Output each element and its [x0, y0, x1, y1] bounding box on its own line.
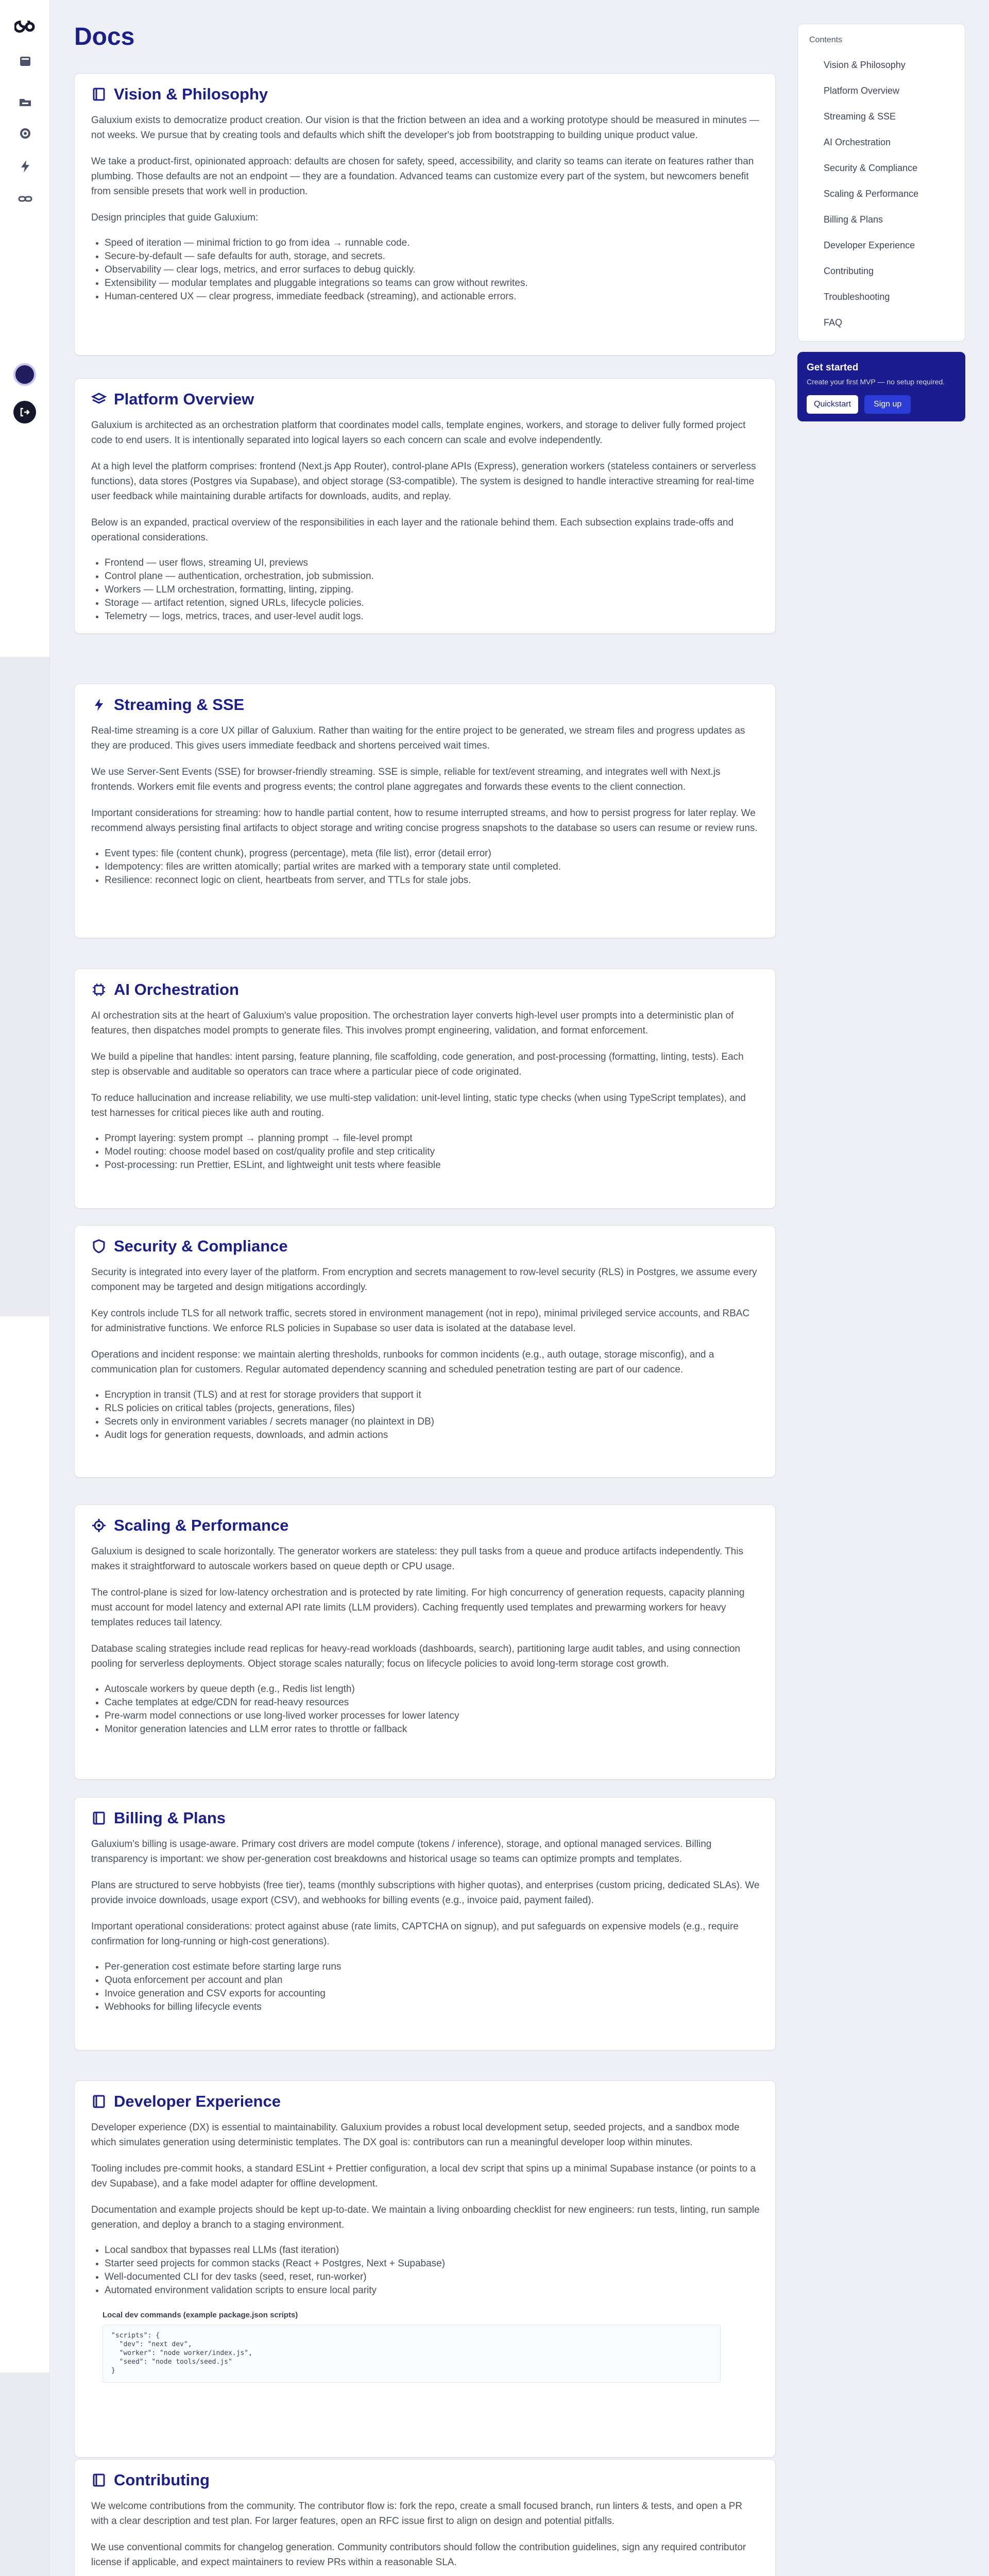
code-block: "scripts": { "dev": "next dev", "worker": "node worker/index.js", "seed": "node tools/seed.js" }: [103, 2325, 721, 2383]
section-contributing: [74, 2459, 776, 2576]
section-platform: [74, 378, 776, 634]
list-item: • Autoscale workers by queue depth (e.g., Redis list length): [105, 1683, 760, 1696]
sign-up-button[interactable]: Sign up: [864, 395, 911, 414]
page-title: Docs: [74, 23, 135, 50]
bullet-list: [91, 1132, 760, 1172]
bullet-list: [91, 2244, 760, 2297]
toc-item-troubleshooting[interactable]: Troubleshooting: [824, 292, 890, 302]
list-item: • Starter seed projects for common stacks (React + Postgres, Next + Supabase): [105, 2257, 760, 2270]
list-item: • Audit logs for generation requests, downloads, and admin actions: [105, 1429, 760, 1442]
book-icon: [91, 1810, 107, 1826]
toc-item-billing[interactable]: Billing & Plans: [824, 214, 883, 225]
list-item: • Invoice generation and CSV exports for accounting: [105, 1987, 760, 2001]
paragraph: The control-plane is sized for low-latency orchestration and is protected by rate limiting. For high concurrency of generation requests, capacity planning must account for model latency and external API rate limits (LLM providers). Caching frequently used templates and prewarming workers for heavy templates reduces tail latency.: [91, 1587, 745, 1628]
paragraph: Galuxium is designed to scale horizontally. The generator workers are stateless: they pull tasks from a queue and produce artifacts independently. This makes it straightforward to autoscale workers based on queue depth or CPU usage.: [91, 1546, 743, 1572]
list-item: • Monitor generation latencies and LLM error rates to throttle or fallback: [105, 1723, 760, 1736]
list-item: • Idempotency: files are written atomically; partial writes are marked with a temporary state until completed.: [105, 860, 760, 874]
paragraph: Galuxium exists to democratize product creation. Our vision is that the friction between an idea and a working prototype should be measured in minutes — not weeks. We pursue that by creating tools and defaults which shift the developer's job from bootstrapping to building unique product value.: [91, 115, 759, 141]
rail-band: [0, 2372, 49, 2576]
list-item: • Secure-by-default — safe defaults for auth, storage, and secrets.: [105, 250, 760, 263]
inbox-icon[interactable]: [18, 54, 33, 69]
shield-icon: [91, 1239, 107, 1254]
book-icon: [91, 2472, 107, 2488]
list-item: • Local sandbox that bypasses real LLMs (fast iteration): [105, 2244, 760, 2257]
icon-rail: [0, 0, 50, 2576]
paragraph: We welcome contributions from the community. The contributor flow is: fork the repo, create a small focused branch, run linters & tests, and open a PR with a clear description and test plan. For larger features, open an RFC issue first to align on design and potential pitfalls.: [91, 2501, 743, 2527]
bullet-list: [91, 236, 760, 303]
paragraph: Operations and incident response: we maintain alerting thresholds, runbooks for common incidents (e.g., auth outage, storage misconfig), and a communication plan for customers. Regular automated dependency scanning and scheduled penetration testing are part of our cadence.: [91, 1349, 714, 1375]
section-title: Contributing: [114, 2471, 210, 2489]
section-heading: [91, 390, 760, 409]
book-icon: [91, 2094, 107, 2109]
list-item: • Encryption in transit (TLS) and at rest for storage providers that support it: [105, 1388, 760, 1402]
list-item: • Resilience: reconnect logic on client, heartbeats from server, and TTLs for stale jobs.: [105, 874, 760, 887]
list-item: • Speed of iteration — minimal friction to go from idea → runnable code.: [105, 236, 760, 250]
list-item: • Model routing: choose model based on cost/quality profile and step criticality: [105, 1145, 760, 1159]
list-item: • Cache templates at edge/CDN for read-heavy resources: [105, 1696, 760, 1709]
sign-out-icon[interactable]: [13, 401, 36, 423]
bullet-list: [91, 1960, 760, 2014]
bullet-list: [91, 556, 760, 623]
paragraph: We build a pipeline that handles: intent parsing, feature planning, file scaffolding, code generation, and post-processing (formatting, linting, tests). Each step is observable and auditable so operators can trace where a particular piece of code originated.: [91, 1052, 744, 1077]
section-title: Security & Compliance: [114, 1237, 288, 1255]
paragraph: Database scaling strategies include read replicas for heavy-read workloads (dashboards, search), partitioning large audit tables, and using connection pooling for serverless deployments. Object storage scales naturally; focus on lifecycle policies to avoid long-term storage cost growth.: [91, 1643, 741, 1669]
list-item: • Extensibility — modular templates and pluggable integrations so teams can grow without rewrites.: [105, 277, 760, 290]
section-heading: [91, 1516, 760, 1535]
toc-item-streaming[interactable]: Streaming & SSE: [824, 111, 896, 122]
toc-item-scaling[interactable]: Scaling & Performance: [824, 189, 919, 199]
paragraph: Below is an expanded, practical overview of the responsibilities in each layer and the rationale behind them. Each subsection explains trade-offs and operational considerations.: [91, 517, 734, 543]
list-item: • Pre-warm model connections or use long-lived worker processes for lower latency: [105, 1709, 760, 1723]
paragraph: Important operational considerations: protect against abuse (rate limits, CAPTCHA on signup), and put safeguards on expensive models (e.g., require confirmation for long-running or high-cost generations).: [91, 1921, 739, 1947]
book-icon: [91, 87, 107, 102]
link-icon[interactable]: [18, 191, 33, 207]
list-item: • Frontend — user flows, streaming UI, previews: [105, 556, 760, 570]
toc-item-ai-orchestration[interactable]: AI Orchestration: [824, 137, 891, 147]
rail-band: [0, 657, 49, 1316]
paragraph: Plans are structured to serve hobbyists (free tier), teams (monthly subscriptions with higher quotas), and enterprises (custom pricing, dedicated SLAs). We provide invoice downloads, usage export (CSV), and webhooks for billing events (e.g., invoice paid, payment failed).: [91, 1880, 760, 1906]
list-item: • Quota enforcement per account and plan: [105, 1974, 760, 1987]
section-title: AI Orchestration: [114, 980, 239, 998]
section-title: Billing & Plans: [114, 1809, 226, 1827]
bullet-list: [91, 1683, 760, 1736]
quickstart-button[interactable]: Quickstart: [807, 395, 858, 414]
section-heading: [91, 2471, 760, 2489]
paragraph: AI orchestration sits at the heart of Galuxium's value proposition. The orchestration layer converts high-level user prompts into a deterministic plan of features, then dispatches model prompts to generate files. This involves prompt engineering, validation, and format enforcement.: [91, 1010, 734, 1036]
settings-icon[interactable]: [18, 126, 33, 141]
section-billing: [74, 1797, 776, 2050]
paragraph: Security is integrated into every layer of the platform. From encryption and secrets management to row-level security (RLS) in Postgres, we assume every component may be targeted and design mitigations accordingly.: [91, 1267, 757, 1293]
layers-icon: [91, 392, 107, 407]
bolt-icon: [91, 697, 107, 713]
paragraph: Important considerations for streaming: how to handle partial content, how to resume interrupted streams, and how to persist progress for later replay. We recommend always persisting final artifacts to object storage and writing concise progress snapshots to the database so users can resume or review runs.: [91, 808, 758, 834]
section-title: Developer Experience: [114, 2092, 281, 2110]
section-heading: [91, 1809, 760, 1827]
list-item: • Human-centered UX — clear progress, immediate feedback (streaming), and actionable errors.: [105, 290, 760, 303]
code-label: Local dev commands (example package.json scripts): [103, 2311, 298, 2319]
toc-item-contributing[interactable]: Contributing: [824, 266, 874, 276]
paragraph: Real-time streaming is a core UX pillar of Galuxium. Rather than waiting for the entire project to be generated, we stream files and progress updates as they are produced. This gives users immediate feedback and shortens perceived wait times.: [91, 725, 745, 751]
section-heading: [91, 696, 760, 714]
get-started-card: [797, 352, 965, 421]
gear-icon: [91, 1518, 107, 1533]
list-item: • Automated environment validation scripts to ensure local parity: [105, 2284, 760, 2297]
list-item: • Prompt layering: system prompt → planning prompt → file-level prompt: [105, 1132, 760, 1145]
list-item: • Storage — artifact retention, signed URLs, lifecycle policies.: [105, 597, 760, 610]
paragraph: To reduce hallucination and increase reliability, we use multi-step validation: unit-level linting, static type checks (when using TypeScript templates), and test harnesses for critical pieces like auth and routing.: [91, 1093, 746, 1118]
section-title: Streaming & SSE: [114, 696, 245, 714]
section-heading: [91, 2092, 760, 2111]
paragraph: Galuxium's billing is usage-aware. Primary cost drivers are model compute (tokens / inference), storage, and optional managed services. Billing transparency is important: we show per-generation cost breakdowns and historical usage so teams can optimize prompts and templates.: [91, 1839, 712, 1865]
paragraph: At a high level the platform comprises: frontend (Next.js App Router), control-plane APIs (Express), generation workers (stateless containers or serverless functions), data stores (Postgres via Supabase), and object storage (S3-compatible). The system is designed to handle interactive streaming for real-time user feedback while maintaining durable artifacts for downloads, audits, and replay.: [91, 461, 756, 502]
list-item: • Secrets only in environment variables / secrets manager (no plaintext in DB): [105, 1415, 760, 1429]
table-of-contents: [797, 24, 965, 342]
bullet-list: [91, 1388, 760, 1442]
folder-icon[interactable]: [18, 94, 33, 110]
avatar[interactable]: [13, 363, 36, 386]
section-vision: [74, 73, 776, 355]
toc-item-faq[interactable]: FAQ: [824, 317, 843, 328]
section-title: Scaling & Performance: [114, 1516, 289, 1534]
section-ai-orchestration: [74, 969, 776, 1209]
toc-item-platform[interactable]: Platform Overview: [824, 86, 900, 96]
paragraph: Developer experience (DX) is essential to maintainability. Galuxium provides a robust local development setup, seeded projects, and a sandbox mode which simulates generation using deterministic templates. The DX goal is: contributors can run a meaningful developer loop within minutes.: [91, 2122, 740, 2148]
get-started-subtitle: Create your first MVP — no setup required.: [807, 378, 945, 386]
paragraph: We use Server-Sent Events (SSE) for browser-friendly streaming. SSE is simple, reliable for text/event streaming, and integrates well with Next.js frontends. Workers emit file events and progress events; the control plane aggregates and forwards these events to the client connection.: [91, 767, 721, 792]
paragraph: Design principles that guide Galuxium:: [91, 212, 259, 223]
toc-title: Contents: [809, 36, 843, 44]
section-scaling: [74, 1504, 776, 1780]
get-started-title: Get started: [807, 362, 859, 373]
bolt-icon[interactable]: [18, 159, 33, 174]
paragraph: Tooling includes pre-commit hooks, a standard ESLint + Prettier configuration, a local dev script that spins up a minimal Supabase instance (or points to a dev Supabase), and a fake model adapter for offline development.: [91, 2163, 756, 2189]
toc-item-security[interactable]: Security & Compliance: [824, 163, 918, 173]
list-item: • Well-documented CLI for dev tasks (seed, reset, run-worker): [105, 2270, 760, 2284]
paragraph: We take a product-first, opinionated approach: defaults are chosen for safety, speed, accessibility, and clarity so teams can iterate on features rather than plumbing. Those defaults are not an endpoint — they are a foundation. Advanced teams can customize every part of the system, but newcomers benefit from sensible presets that work well in production.: [91, 156, 754, 197]
list-item: • Post-processing: run Prettier, ESLint, and lightweight unit tests where feasible: [105, 1159, 760, 1172]
toc-item-vision[interactable]: Vision & Philosophy: [824, 60, 906, 70]
section-heading: [91, 980, 760, 999]
list-item: • Workers — LLM orchestration, formatting, linting, zipping.: [105, 583, 760, 597]
list-item: • RLS policies on critical tables (projects, generations, files): [105, 1402, 760, 1415]
list-item: • Event types: file (content chunk), progress (percentage), meta (file list), error (detail error): [105, 847, 760, 860]
section-heading: [91, 1237, 760, 1256]
section-title: Platform Overview: [114, 390, 254, 408]
paragraph: Galuxium is architected as an orchestration platform that coordinates model calls, template engines, workers, and storage to deliver fully formed project code to end users. It is intentionally separated into logical layers so each concern can scale and evolve independently.: [91, 420, 746, 446]
bullet-list: [91, 847, 760, 887]
logo-icon[interactable]: [14, 21, 35, 36]
list-item: • Webhooks for billing lifecycle events: [105, 2001, 760, 2014]
paragraph: Key controls include TLS for all network traffic, secrets stored in environment management (not in repo), minimal privileged service accounts, and RBAC for administrative functions. We enforce RLS policies in Supabase so user data is isolated at the database level.: [91, 1308, 750, 1334]
section-developer-experience: [74, 2080, 776, 2458]
section-title: Vision & Philosophy: [114, 85, 268, 103]
toc-item-developer-experience[interactable]: Developer Experience: [824, 240, 915, 250]
list-item: • Per-generation cost estimate before starting large runs: [105, 1960, 760, 1974]
paragraph: Documentation and example projects should be kept up-to-date. We maintain a living onboarding checklist for new engineers: run tests, linting, run sample generation, and deploy a branch to a staging environment.: [91, 2205, 760, 2230]
cpu-icon: [91, 982, 107, 997]
list-item: • Control plane — authentication, orchestration, job submission.: [105, 570, 760, 583]
paragraph: We use conventional commits for changelog generation. Community contributors should follow the contribution guidelines, sign any required contributor license if applicable, and expect maintainers to review PRs within a reasonable SLA.: [91, 2542, 746, 2568]
section-security: [74, 1225, 776, 1478]
list-item: • Telemetry — logs, metrics, traces, and user-level audit logs.: [105, 610, 760, 623]
section-streaming: [74, 684, 776, 938]
list-item: • Observability — clear logs, metrics, and error surfaces to debug quickly.: [105, 263, 760, 277]
section-heading: [91, 85, 760, 104]
